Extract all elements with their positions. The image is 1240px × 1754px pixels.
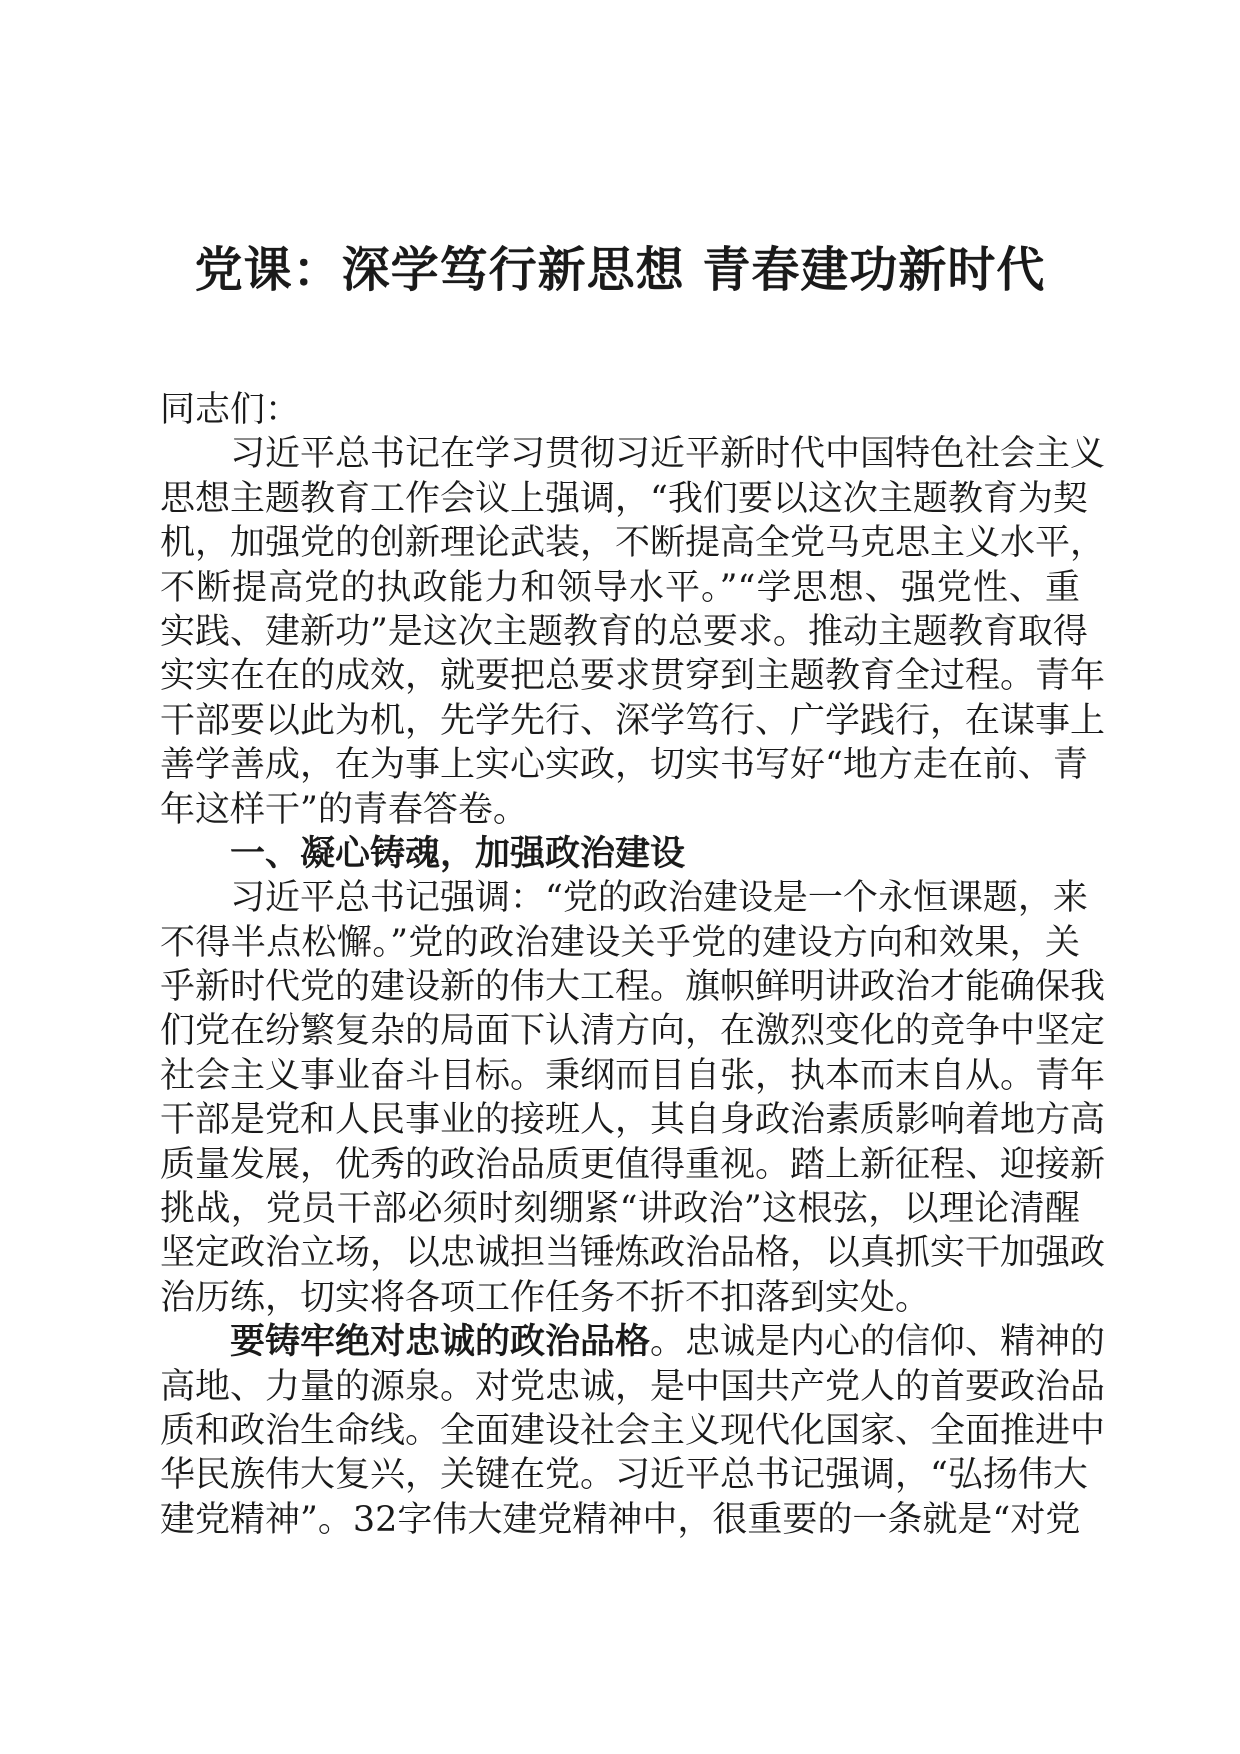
paragraph-line: 治历练，切实将各项工作任务不折不扣落到实处。 — [160, 1277, 931, 1318]
paragraph-line: 不得半点松懈。”党的政治建设关乎党的建设方向和效果，关 — [160, 922, 1080, 963]
section-heading: 一、凝心铸魂，加强政治建设 — [230, 832, 686, 874]
paragraph-line: 高地、力量的源泉。对党忠诚，是中国共产党人的首要政治品 — [160, 1366, 1106, 1407]
paragraph-line: 实实在在的成效，就要把总要求贯穿到主题教育全过程。青年 — [160, 656, 1106, 697]
paragraph-line: 建党精神”。32字伟大建党精神中，很重要的一条就是“对党 — [160, 1499, 1081, 1540]
paragraph-line: 社会主义事业奋斗目标。秉纲而目自张，执本而末自从。青年 — [160, 1055, 1106, 1096]
paragraph-3 — [160, 1320, 1106, 1542]
paragraph-line: 实践、建新功”是这次主题教育的总要求。推动主题教育取得 — [160, 611, 1088, 652]
paragraph-line: 习近平总书记在学习贯彻习近平新时代中国特色社会主义 — [230, 434, 1106, 475]
paragraph-line: 挑战，党员干部必须时刻绷紧“讲政治”这根弦，以理论清醒 — [160, 1189, 1080, 1230]
paragraph-line: 干部是党和人民事业的接班人，其自身政治素质影响着地方高 — [160, 1100, 1106, 1141]
paragraph-line: 们党在纷繁复杂的局面下认清方向，在激烈变化的竞争中坚定 — [160, 1011, 1106, 1052]
salutation: 同志们： — [160, 390, 301, 430]
paragraph-line: 质量发展，优秀的政治品质更值得重视。踏上新征程、迎接新 — [160, 1144, 1106, 1185]
paragraph-line: 乎新时代党的建设新的伟大工程。旗帜鲜明讲政治才能确保我 — [160, 967, 1106, 1008]
paragraph-line: 习近平总书记强调：“党的政治建设是一个永恒课题，来 — [230, 878, 1088, 919]
document-page — [160, 240, 1106, 1542]
paragraph-line: 质和政治生命线。全面建设社会主义现代化国家、全面推进中 — [160, 1410, 1106, 1451]
paragraph-line: 坚定政治立场，以忠诚担当锤炼政治品格，以真抓实干加强政 — [160, 1233, 1106, 1274]
paragraph-2 — [160, 876, 1106, 1320]
paragraph-1 — [160, 432, 1106, 832]
paragraph-line: 善学善成，在为事上实心实政，切实书写好“地方走在前、青 — [160, 745, 1088, 786]
document-title: 党课：深学笃行新思想 青春建功新时代 — [194, 242, 1046, 298]
paragraph-line: 机，加强党的创新理论武装，不断提高全党马克思主义水平， — [160, 523, 1106, 564]
paragraph-line-rest: 。忠诚是内心的信仰、精神的 — [650, 1322, 1106, 1363]
paragraph-lead-phrase: 要铸牢绝对忠诚的政治品格 — [230, 1321, 651, 1363]
paragraph-line: 年这样干”的青春答卷。 — [160, 789, 528, 830]
paragraph-line: 不断提高党的执政能力和领导水平。”“学思想、强党性、重 — [160, 567, 1080, 608]
paragraph-line: 思想主题教育工作会议上强调，“我们要以这次主题教育为契 — [160, 478, 1088, 519]
paragraph-line — [160, 1320, 1106, 1364]
paragraph-line: 干部要以此为机，先学先行、深学笃行、广学践行，在谋事上 — [160, 700, 1106, 741]
paragraph-line: 华民族伟大复兴，关键在党。习近平总书记强调，“弘扬伟大 — [160, 1455, 1088, 1496]
